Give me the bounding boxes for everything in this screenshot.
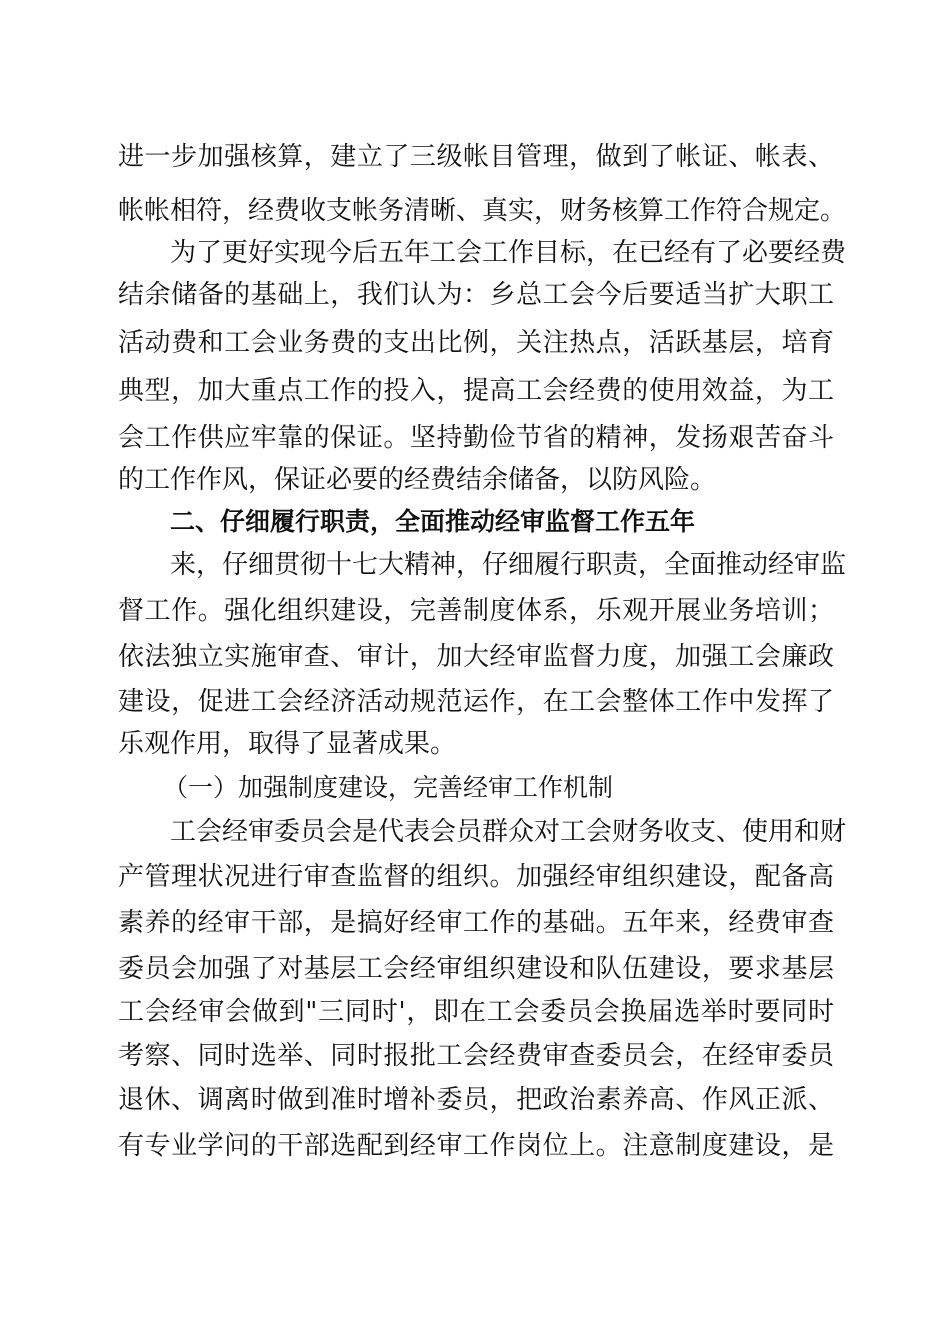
paragraph-3-line-3: 依法独立实施审查、审计，加大经审监督力度，加强工会廉政: [118, 642, 834, 672]
paragraph-4-line-4: 委员会加强了对基层工会经审组织建设和队伍建设，要求基层: [118, 954, 834, 984]
paragraph-4-line-1: 工会经审委员会是代表会员群众对工会财务收支、使用和财: [170, 817, 847, 847]
section-heading-2: 二、仔细履行职责，全面推动经审监督工作五年: [170, 507, 696, 536]
paragraph-2-line-1: 为了更好实现今后五年工会工作目标，在已经有了必要经费: [170, 238, 847, 268]
paragraph-2-line-5: 会工作供应牢靠的保证。坚持勤俭节省的精神，发扬艰苦奋斗: [118, 423, 834, 453]
paragraph-4-line-3: 素养的经审干部，是搞好经审工作的基础。五年来，经费审查: [118, 908, 834, 938]
paragraph-2-line-6: 的工作作风，保证必要的经费结余储备，以防风险。: [118, 465, 717, 495]
paragraph-4-line-6: 考察、同时选举、同时报批工会经费审查委员会，在经审委员: [118, 1041, 834, 1071]
subsection-heading-1: （一）加强制度建设，完善经审工作机制: [163, 773, 614, 802]
paragraph-3-line-5: 乐观作用，取得了显著成果。: [118, 729, 457, 759]
paragraph-4-line-2: 产管理状况进行审查监督的组织。加强经审组织建设，配备高: [118, 862, 834, 892]
paragraph-2-line-3: 活动费和工会业务费的支出比例，关注热点，活跃基层，培育: [118, 328, 834, 358]
paragraph-2-line-2: 结余储备的基础上，我们认为：乡总工会今后要适当扩大职工: [118, 280, 834, 310]
paragraph-3-line-1: 来，仔细贯彻十七大精神，仔细履行职责，全面推动经审监: [170, 550, 847, 580]
paragraph-4-line-5: 工会经审会做到"三同时'，即在工会委员会换届选举时要同时: [118, 997, 834, 1027]
paragraph-4-line-7: 退休、调离时做到准时增补委员，把政治素养高、作风正派、: [118, 1085, 834, 1115]
paragraph-1-line-1: 进一步加强核算，建立了三级帐目管理，做到了帐证、帐表、: [118, 142, 834, 172]
paragraph-4-line-8: 有专业学问的干部选配到经审工作岗位上。注意制度建设，是: [118, 1131, 834, 1161]
paragraph-3-line-4: 建设，促进工会经济活动规范运作，在工会整体工作中发挥了: [118, 687, 834, 717]
paragraph-3-line-2: 督工作。强化组织建设，完善制度体系，乐观开展业务培训；: [118, 596, 834, 626]
paragraph-1-line-2: 帐帐相符，经费收支帐务清晰、真实，财务核算工作符合规定。: [118, 196, 847, 226]
paragraph-2-line-4: 典型，加大重点工作的投入，提高工会经费的使用效益，为工: [118, 376, 834, 406]
